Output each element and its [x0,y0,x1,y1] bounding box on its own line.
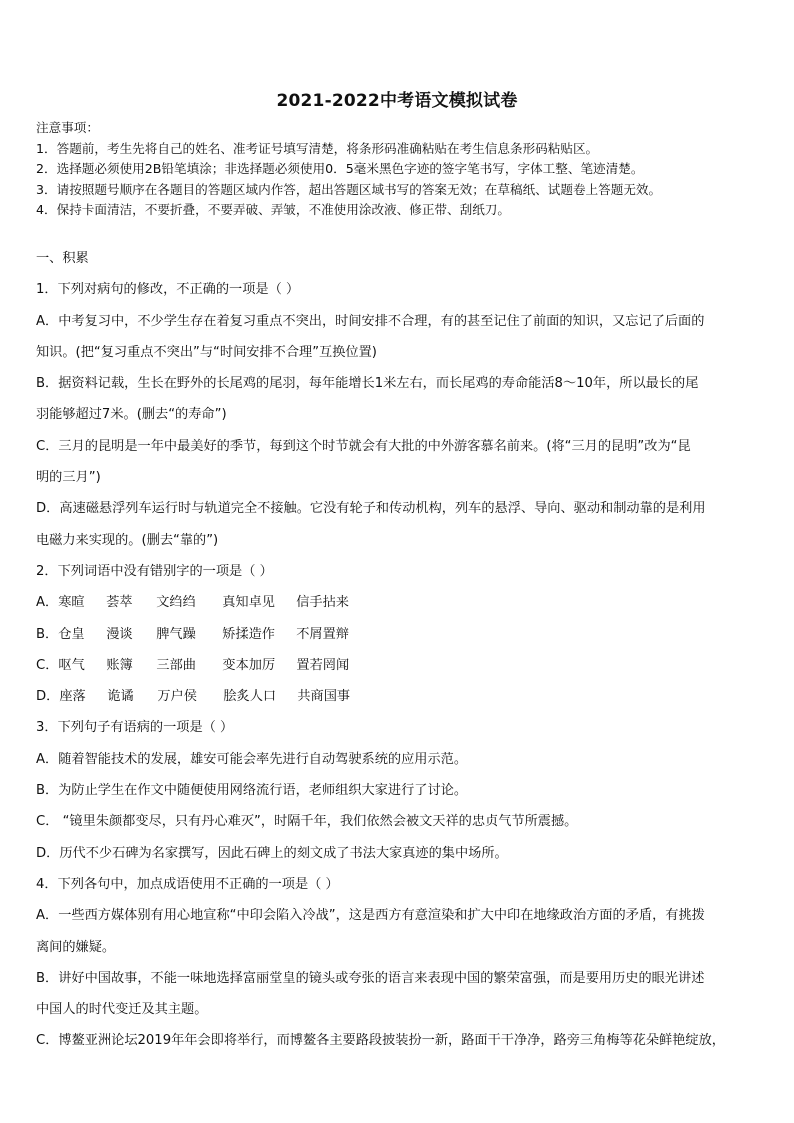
word: 寒暄 [58,595,85,611]
option-label: D． [36,689,60,705]
option-label: C． [36,657,59,673]
option-b: B．为防止学生在作文中随便使用网络流行语，老师组织大家进行了讨论。 [36,783,468,799]
word: 账簿 [106,657,133,673]
word: 矫揉造作 [222,626,275,642]
word: 万户侯 [157,689,197,705]
option-b: B．讲好中国故事，不能一味地选择富丽堂皇的镜头或夸张的语言来表现中国的繁荣富强，而是要用历史的眼光讲述 [36,970,705,986]
question-body [36,243,758,1057]
word: 仓皇 [58,626,85,642]
option-c: C．博鳌亚洲论坛2019年年会即将举行，而博鳌各主要路段披装扮一新，路面干干净净，路旁三角梅等花朵鲜艳绽放， [36,1033,725,1049]
notice-block [36,118,766,221]
question-stem: 2．下列词语中没有错别字的一项是（ ） [36,563,273,579]
notice-heading: 注意事项： [36,120,99,135]
section-heading: 一、积累 [36,251,89,266]
word: 诡谲 [107,689,134,705]
option-d: D．历代不少石碑为名家撰写，因此石碑上的刻文成了书法大家真迹的集中场所。 [36,845,508,861]
option-a-cont: 离间的嫌疑。 [36,939,116,955]
word: 真知卓见 [222,595,275,611]
option-b: B．据资料记载，生长在野外的长尾鸡的尾羽，每年能增长1米左右，而长尾鸡的寿命能活8～10年，所以最长的尾 [36,376,699,392]
word-option-row [36,681,758,712]
option-c: C．三月的昆明是一年中最美好的季节，每到这个时节就会有大批的中外游客慕名前来。(将“三月的昆明”改为“昆 [36,438,691,454]
word: 脾气躁 [156,626,196,642]
word-option-row [36,650,758,681]
option-b-cont: 中国人的时代变迁及其主题。 [36,1002,208,1018]
word: 呕气 [58,657,85,673]
word: 变本加厉 [222,657,276,673]
option-label: A． [36,595,59,611]
word: 三部曲 [156,657,196,673]
word: 不屑置辩 [296,626,349,642]
word: 共商国事 [297,689,351,705]
option-a-cont: 知识。(把“复习重点不突出”与“时间安排不合理”互换位置) [36,344,377,360]
option-d-cont: 电磁力来实现的。(删去“靠的”) [36,532,219,548]
option-label: B． [36,626,59,642]
option-a: A．一些西方媒体别有用心地宣称“中印会陷入冷战”，这是西方有意渲染和扩大中印在地缘政治方面的矛盾，有挑拨 [36,908,705,924]
notice-item: 4．保持卡面清洁，不要折叠，不要弄破、弄皱，不准使用涂改液、修正带、刮纸刀。 [36,202,510,218]
word: 漫谈 [106,626,133,642]
option-b-cont: 羽能够超过7米。(删去“的寿命”) [36,407,227,423]
option-c-cont: 明的三月”) [36,470,101,486]
word: 信手拈来 [296,595,349,611]
question-stem: 1．下列对病句的修改，不正确的一项是（ ） [36,282,300,298]
question-stem: 4．下列各句中，加点成语使用不正确的一项是（ ） [36,876,339,892]
option-a: A．随着智能技术的发展，雄安可能会率先进行自动驾驶系统的应用示范。 [36,751,468,767]
word-option-row [36,619,758,650]
word: 脍炙人口 [223,689,277,705]
notice-item: 1．答题前，考生先将自己的姓名、准考证号填写清楚，将条形码准确粘贴在考生信息条形码粘贴区。 [36,140,599,156]
option-c: C． “镜里朱颜都变尽，只有丹心难灭”，时隔千年，我们依然会被文天祥的忠贞气节所震撼。 [36,814,578,830]
word-option-row [36,587,758,618]
question-stem: 3．下列句子有语病的一项是（ ） [36,720,234,736]
option-a: A．中考复习中，不少学生存在着复习重点不突出，时间安排不合理，有的甚至记住了前面的知识，又忘记了后面的 [36,313,705,329]
word: 置若罔闻 [296,657,350,673]
notice-item: 2．选择题必须使用2B铅笔填涂；非选择题必须使用0．5毫米黑色字迹的签字笔书写，字体工整、笔迹清楚。 [36,161,644,177]
word: 文绉绉 [156,595,196,611]
page-title: 2021-2022中考语文模拟试卷 [276,91,518,111]
option-d: D．高速磁悬浮列车运行时与轨道完全不接触。它没有轮子和传动机构，列车的悬浮、导向、驱动和制动靠的是利用 [36,501,706,517]
notice-item: 3．请按照题号顺序在各题目的答题区域内作答，超出答题区域书写的答案无效；在草稿纸、试题卷上答题无效。 [36,181,662,197]
word: 座落 [59,689,86,705]
word: 荟萃 [106,595,133,611]
